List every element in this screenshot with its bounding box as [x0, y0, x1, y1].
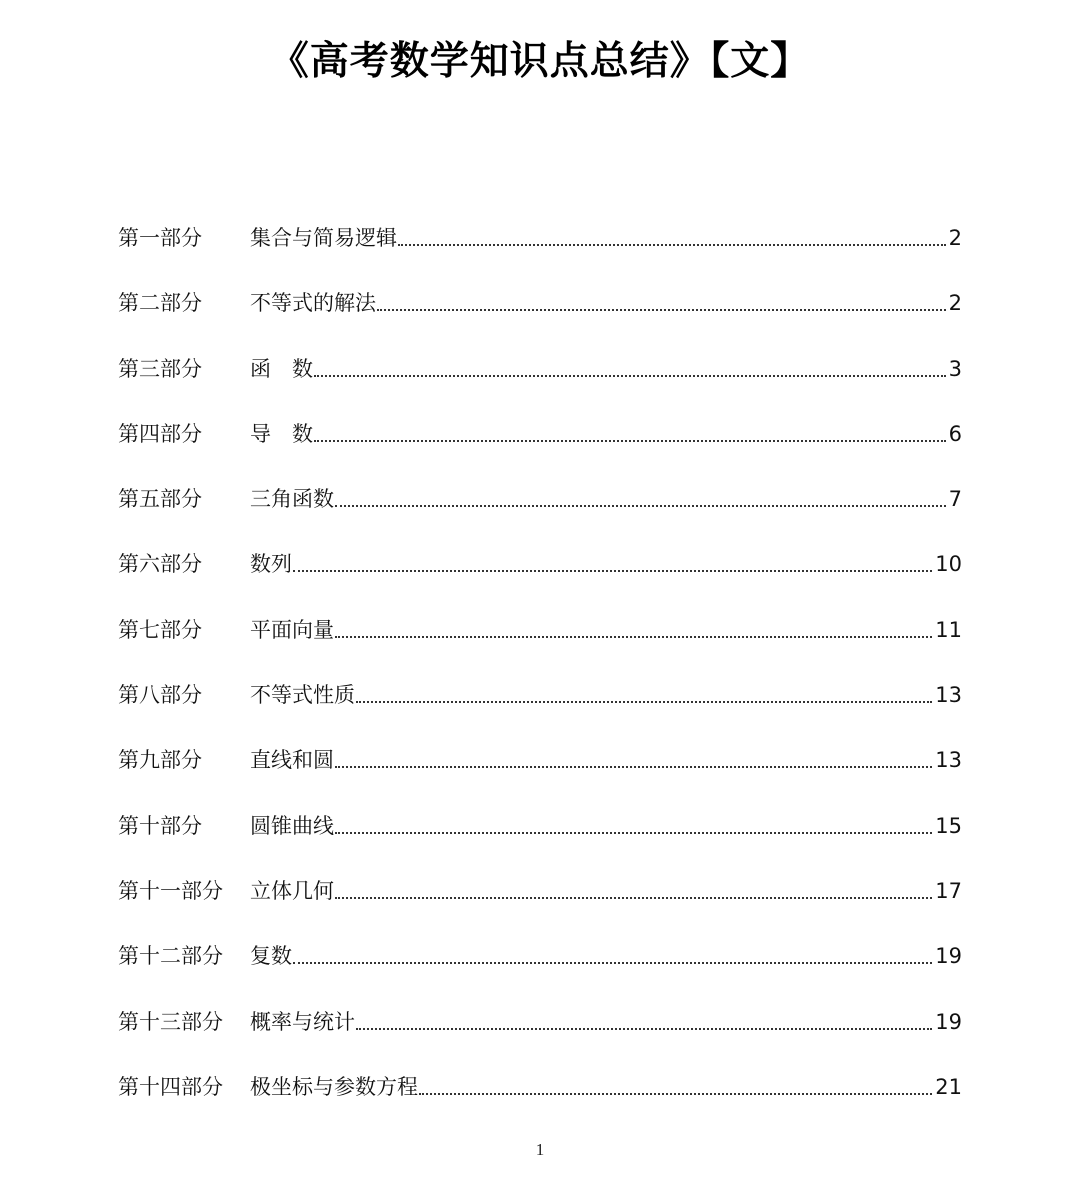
toc-section-title: 立体几何	[250, 878, 334, 903]
toc-section-title: 数列	[250, 552, 292, 577]
dot-leader	[335, 610, 932, 638]
toc-entry[interactable]	[118, 544, 962, 609]
toc-entry[interactable]	[118, 610, 962, 675]
toc-entry[interactable]	[118, 283, 962, 348]
toc-entry[interactable]	[118, 479, 962, 544]
toc-page-number: 11	[935, 617, 962, 642]
dot-leader	[314, 414, 946, 442]
toc-section-title: 不等式的解法	[250, 291, 376, 316]
toc-entry[interactable]	[118, 349, 962, 414]
toc-part-label: 第一部分	[118, 226, 202, 250]
dot-leader	[377, 283, 946, 311]
toc-section-title: 导 数	[250, 421, 313, 446]
toc-part-label: 第十一部分	[118, 878, 223, 903]
toc-section-title: 不等式性质	[250, 683, 355, 708]
toc-page-number: 13	[935, 683, 962, 708]
toc-entry[interactable]	[118, 675, 962, 740]
toc-entry[interactable]	[118, 1067, 962, 1132]
toc-section-title: 三角函数	[250, 487, 334, 512]
toc-section-title: 极坐标与参数方程	[250, 1074, 418, 1099]
dot-leader	[293, 936, 932, 964]
toc-section-title: 复数	[250, 944, 292, 969]
toc-entry[interactable]	[118, 1002, 962, 1067]
toc-entry[interactable]	[118, 936, 962, 1001]
toc-page-number: 17	[935, 878, 962, 903]
toc-page-number: 19	[935, 1009, 962, 1034]
dot-leader	[335, 806, 932, 834]
toc-section-title: 集合与简易逻辑	[250, 226, 397, 250]
toc-section-title: 圆锥曲线	[250, 813, 334, 838]
toc-part-label: 第八部分	[118, 683, 202, 708]
toc-page-number: 2	[948, 291, 962, 316]
toc-part-label: 第七部分	[118, 617, 202, 642]
toc-page-number: 3	[948, 356, 962, 381]
toc-page-number: 10	[935, 552, 962, 577]
toc-entry[interactable]	[118, 740, 962, 805]
toc-page-number: 19	[935, 944, 962, 969]
dot-leader	[419, 1067, 932, 1095]
dot-leader	[398, 218, 946, 246]
dot-leader	[335, 871, 932, 899]
toc-page-number: 7	[948, 487, 962, 512]
toc-part-label: 第十部分	[118, 813, 202, 838]
toc-entry[interactable]	[118, 218, 962, 283]
toc-part-label: 第六部分	[118, 552, 202, 577]
toc-part-label: 第三部分	[118, 356, 202, 381]
toc-page-number: 2	[948, 226, 962, 250]
toc-part-label: 第五部分	[118, 487, 202, 512]
dot-leader	[314, 349, 946, 377]
page-number: 1	[535, 1140, 545, 1159]
toc-page-number: 15	[935, 813, 962, 838]
table-of-contents	[118, 218, 962, 1132]
toc-part-label: 第二部分	[118, 291, 202, 316]
dot-leader	[356, 1002, 932, 1030]
toc-page-number: 21	[935, 1074, 962, 1099]
toc-entry[interactable]	[118, 414, 962, 479]
toc-part-label: 第四部分	[118, 421, 202, 446]
toc-entry[interactable]	[118, 806, 962, 871]
toc-part-label: 第十三部分	[118, 1009, 223, 1034]
dot-leader	[335, 740, 932, 768]
toc-entry[interactable]	[118, 871, 962, 936]
toc-section-title: 概率与统计	[250, 1009, 355, 1034]
dot-leader	[335, 479, 946, 507]
toc-part-label: 第十二部分	[118, 944, 223, 969]
dot-leader	[293, 544, 932, 572]
toc-section-title: 直线和圆	[250, 748, 334, 773]
document-title: 《高考数学知识点总结》【文】	[269, 39, 811, 84]
toc-section-title: 函 数	[250, 356, 313, 381]
toc-part-label: 第十四部分	[118, 1074, 223, 1099]
toc-part-label: 第九部分	[118, 748, 202, 773]
dot-leader	[356, 675, 932, 703]
toc-section-title: 平面向量	[250, 617, 334, 642]
toc-page-number: 6	[948, 421, 962, 446]
toc-page-number: 13	[935, 748, 962, 773]
